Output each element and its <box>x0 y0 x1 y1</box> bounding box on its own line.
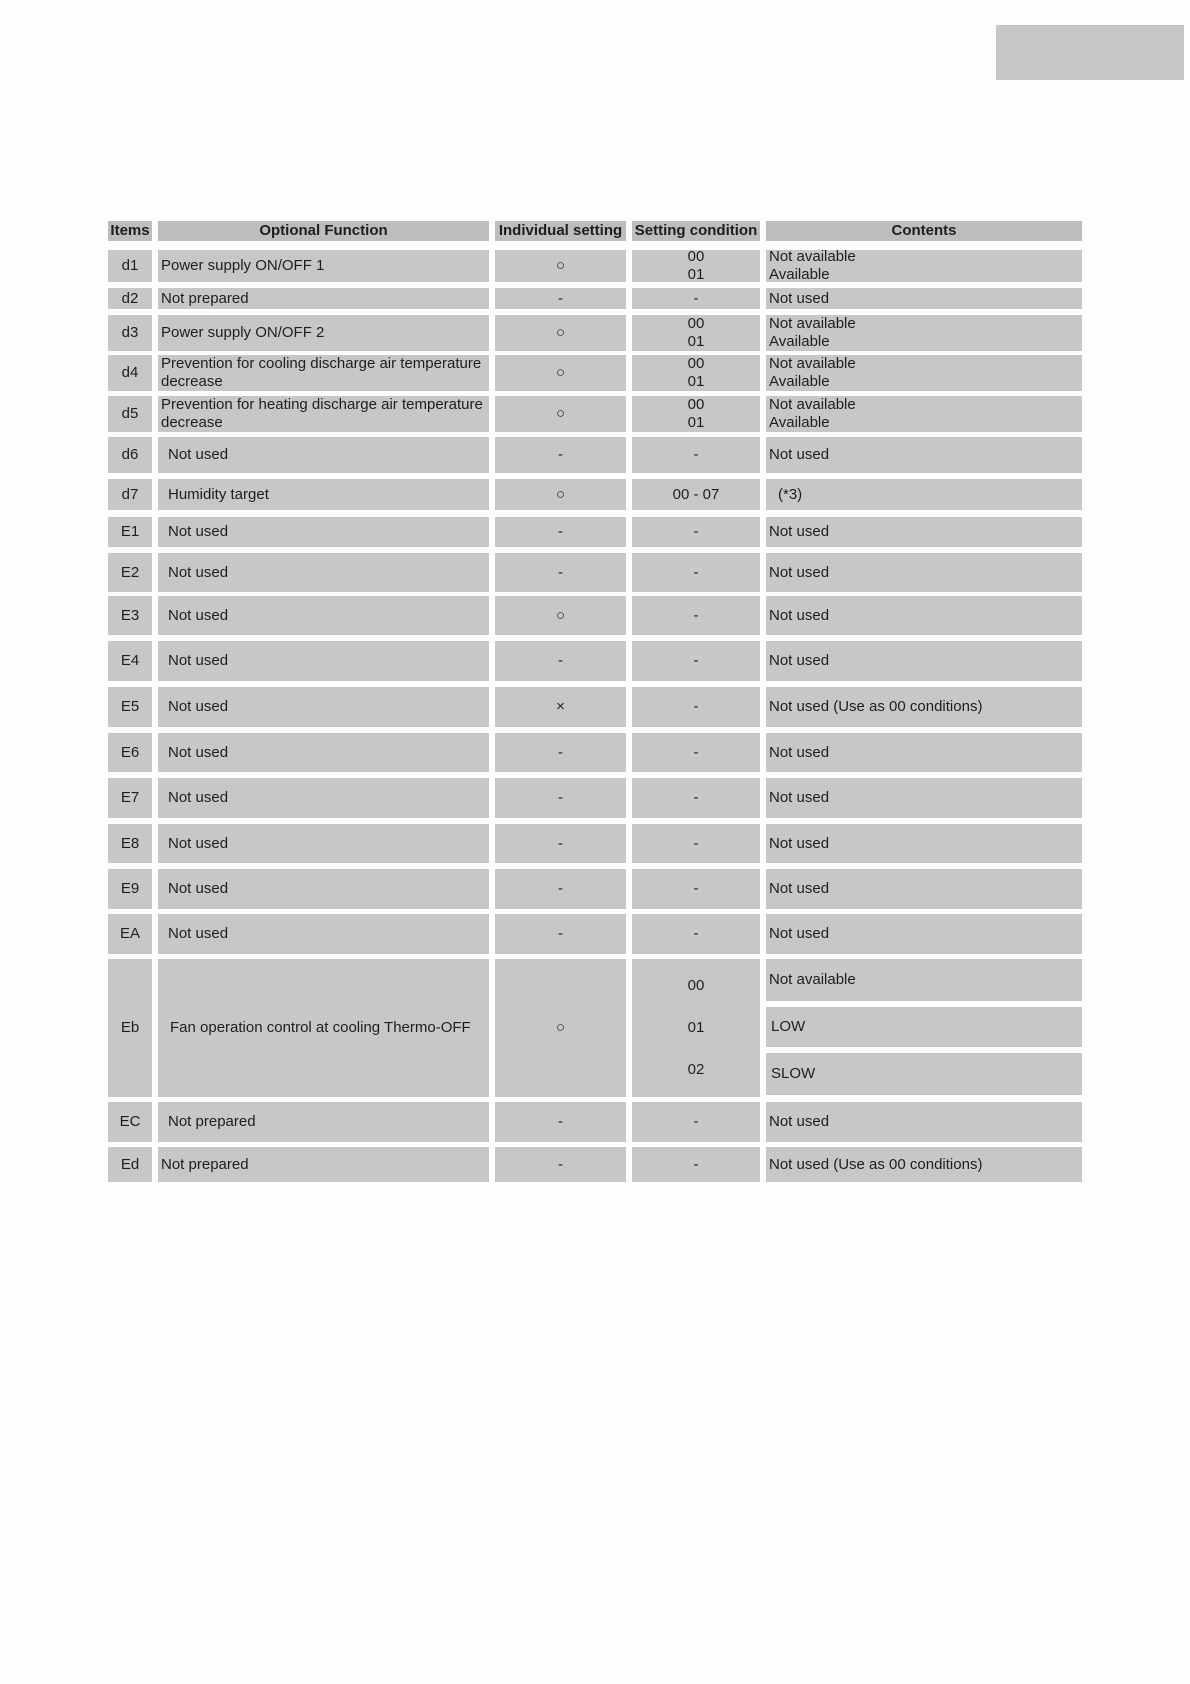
cell-text: Not available <box>769 396 856 413</box>
contents-cell <box>766 250 1082 282</box>
cell-text: ○ <box>555 1019 566 1036</box>
optional-function-cell <box>158 596 489 635</box>
column-header-label: Items <box>110 222 150 239</box>
cell-text: - <box>558 789 563 806</box>
item-code-cell <box>108 824 152 863</box>
contents-cell <box>766 355 1082 391</box>
individual-setting-cell <box>495 288 626 309</box>
cell-text: Humidity target <box>168 485 269 503</box>
cell-text: - <box>558 563 563 581</box>
individual-setting-cell <box>495 396 626 432</box>
contents-cell <box>766 288 1082 309</box>
cell-text: 01 <box>687 1019 705 1036</box>
individual-setting-cell <box>495 914 626 954</box>
cell-text: Not available <box>769 971 856 988</box>
cell-text: - <box>693 743 699 761</box>
individual-setting-cell <box>495 355 626 391</box>
cell-text: SLOW <box>771 1065 816 1082</box>
cell-text: d2 <box>121 289 139 307</box>
cell-text: 00 - 07 <box>672 485 720 503</box>
contents-cell <box>766 869 1082 909</box>
setting-condition-cell <box>632 437 760 473</box>
contents-cell <box>766 959 1082 1001</box>
cell-text: - <box>693 789 699 806</box>
setting-condition-cell <box>632 733 760 772</box>
individual-setting-cell <box>495 553 626 592</box>
cell-text: 00 <box>687 355 705 372</box>
cell-text: Available <box>769 333 830 350</box>
item-code-cell <box>108 396 152 432</box>
column-header-optional-function <box>158 221 489 241</box>
cell-text: Not used <box>769 1113 830 1130</box>
cell-text: Not available <box>769 315 856 332</box>
cell-text: - <box>558 880 563 897</box>
optional-function-cell <box>158 1147 489 1182</box>
individual-setting-cell <box>495 733 626 772</box>
cell-text: 02 <box>687 1061 705 1078</box>
contents-cell <box>766 687 1082 727</box>
cell-text: ○ <box>555 324 566 341</box>
cell-text: Power supply ON/OFF 2 <box>161 324 325 341</box>
cell-text: EC <box>119 1113 141 1130</box>
optional-function-cell <box>158 733 489 772</box>
cell-text: Ed <box>120 1155 140 1173</box>
cell-text: Not used <box>168 880 229 897</box>
cell-text: Available <box>769 414 830 431</box>
optional-function-cell <box>158 479 489 510</box>
cell-text: Not used <box>168 834 229 852</box>
cell-text: d4 <box>121 364 139 381</box>
item-code-cell <box>108 288 152 309</box>
cell-text: E3 <box>120 606 140 624</box>
cell-text: ○ <box>555 485 566 503</box>
contents-cell <box>766 733 1082 772</box>
cell-text: Not used <box>769 789 830 806</box>
cell-text: - <box>693 289 699 307</box>
column-header-contents <box>766 221 1082 241</box>
cell-text: - <box>693 1155 699 1173</box>
cell-text: Not prepared <box>161 1155 249 1173</box>
cell-text: - <box>693 563 699 581</box>
cell-text: Not used <box>168 925 229 942</box>
cell-text: Not used <box>168 606 229 624</box>
cell-text: 01 <box>687 266 705 282</box>
cell-text: Not used <box>168 652 229 669</box>
setting-condition-cell <box>632 959 760 1097</box>
individual-setting-cell <box>495 641 626 681</box>
contents-cell <box>766 1102 1082 1142</box>
column-header-label: Optional Function <box>259 222 388 239</box>
item-code-cell <box>108 315 152 351</box>
cell-text: E7 <box>120 789 140 806</box>
setting-condition-cell <box>632 824 760 863</box>
cell-text: - <box>558 1155 563 1173</box>
setting-condition-cell <box>632 596 760 635</box>
optional-function-cell <box>158 437 489 473</box>
column-header-item-code <box>108 221 152 241</box>
cell-text: E5 <box>120 698 140 715</box>
cell-text: - <box>693 652 699 669</box>
cell-text: (*3) <box>778 485 803 503</box>
contents-cell <box>766 914 1082 954</box>
cell-text: - <box>693 446 699 463</box>
cell-text: - <box>558 289 563 307</box>
optional-function-cell <box>158 553 489 592</box>
optional-function-cell <box>158 824 489 863</box>
contents-cell <box>766 1007 1082 1047</box>
optional-function-cell <box>158 355 489 391</box>
cell-text: d7 <box>121 485 139 503</box>
individual-setting-cell <box>495 869 626 909</box>
cell-text: Available <box>769 373 830 390</box>
setting-condition-cell <box>632 869 760 909</box>
setting-condition-cell <box>632 517 760 547</box>
item-code-cell <box>108 553 152 592</box>
setting-condition-cell <box>632 479 760 510</box>
item-code-cell <box>108 250 152 282</box>
contents-cell <box>766 479 1082 510</box>
item-code-cell <box>108 479 152 510</box>
cell-text: Not used <box>769 606 830 624</box>
contents-cell <box>766 1053 1082 1095</box>
cell-text: d3 <box>121 324 139 341</box>
contents-cell <box>766 824 1082 863</box>
individual-setting-cell <box>495 479 626 510</box>
individual-setting-cell <box>495 778 626 818</box>
cell-text: Not used <box>769 289 830 307</box>
individual-setting-cell <box>495 517 626 547</box>
item-code-cell <box>108 959 152 1097</box>
cell-text: Not used <box>168 446 229 463</box>
cell-text: Available <box>769 266 830 282</box>
cell-text: ○ <box>555 257 566 274</box>
contents-cell <box>766 315 1082 351</box>
optional-function-cell <box>158 517 489 547</box>
setting-condition-cell <box>632 1147 760 1182</box>
cell-text: 01 <box>687 414 705 431</box>
item-code-cell <box>108 869 152 909</box>
individual-setting-cell <box>495 596 626 635</box>
setting-condition-cell <box>632 288 760 309</box>
column-header-label: Setting condition <box>634 222 758 239</box>
optional-function-cell <box>158 959 489 1097</box>
contents-cell <box>766 396 1082 432</box>
setting-condition-cell <box>632 396 760 432</box>
individual-setting-cell <box>495 959 626 1097</box>
item-code-cell <box>108 641 152 681</box>
cell-text: Not used <box>769 523 830 540</box>
optional-function-cell <box>158 1102 489 1142</box>
cell-text: Eb <box>120 1019 140 1036</box>
cell-text: Not available <box>769 355 856 372</box>
optional-function-cell <box>158 396 489 432</box>
column-header-label: Contents <box>891 222 957 239</box>
contents-cell <box>766 553 1082 592</box>
column-header-setting-condition <box>632 221 760 241</box>
item-code-cell <box>108 596 152 635</box>
individual-setting-cell <box>495 315 626 351</box>
column-header-individual-setting <box>495 221 626 241</box>
item-code-cell <box>108 437 152 473</box>
setting-condition-cell <box>632 914 760 954</box>
cell-text: decrease <box>161 373 223 390</box>
cell-text: 00 <box>687 315 705 332</box>
contents-cell <box>766 1147 1082 1182</box>
setting-condition-cell <box>632 250 760 282</box>
contents-cell <box>766 437 1082 473</box>
cell-text: 00 <box>687 396 705 413</box>
cell-text: E4 <box>120 652 140 669</box>
cell-text: ○ <box>555 405 566 422</box>
individual-setting-cell <box>495 437 626 473</box>
cell-text: Not used (Use as 00 conditions) <box>769 698 983 715</box>
contents-cell <box>766 778 1082 818</box>
cell-text: LOW <box>771 1018 806 1035</box>
cell-text: Not used <box>769 880 830 897</box>
optional-function-cell <box>158 288 489 309</box>
cell-text: d6 <box>121 446 139 463</box>
cell-text: EA <box>119 925 140 942</box>
cell-text: - <box>558 743 563 761</box>
individual-setting-cell <box>495 1147 626 1182</box>
contents-cell <box>766 517 1082 547</box>
cell-text: Not used <box>769 743 830 761</box>
cell-text: Not used <box>769 446 830 463</box>
individual-setting-cell <box>495 250 626 282</box>
cell-text: decrease <box>161 414 223 431</box>
individual-setting-cell <box>495 1102 626 1142</box>
item-code-cell <box>108 1102 152 1142</box>
cell-text: ○ <box>555 606 566 624</box>
cell-text: Not used <box>769 563 830 581</box>
item-code-cell <box>108 687 152 727</box>
cell-text: - <box>558 523 563 540</box>
cell-text: E8 <box>120 834 140 852</box>
cell-text: - <box>558 652 563 669</box>
cell-text: d5 <box>121 405 139 422</box>
cell-text: Not used <box>769 652 830 669</box>
cell-text: Not used <box>168 698 229 715</box>
cell-text: Not used (Use as 00 conditions) <box>769 1155 983 1173</box>
setting-condition-cell <box>632 687 760 727</box>
cell-text: - <box>558 834 563 852</box>
cell-text: Not available <box>769 250 856 265</box>
contents-cell <box>766 641 1082 681</box>
cell-text: - <box>693 606 699 624</box>
cell-text: E2 <box>120 563 140 581</box>
item-code-cell <box>108 355 152 391</box>
cell-text: Not used <box>168 523 229 540</box>
item-code-cell <box>108 914 152 954</box>
contents-cell <box>766 596 1082 635</box>
optional-function-cell <box>158 869 489 909</box>
cell-text: - <box>693 1113 699 1130</box>
cell-text: Not used <box>769 834 830 852</box>
cell-text: Not prepared <box>161 289 249 307</box>
item-code-cell <box>108 733 152 772</box>
cell-text: E1 <box>120 523 140 540</box>
cell-text: Not used <box>168 743 229 761</box>
optional-function-cell <box>158 250 489 282</box>
optional-function-cell <box>158 315 489 351</box>
cell-text: - <box>558 925 563 942</box>
setting-condition-cell <box>632 778 760 818</box>
cell-text: Fan operation control at cooling Thermo-OFF <box>170 1019 471 1036</box>
cell-text: 01 <box>687 333 705 350</box>
cell-text: - <box>693 834 699 852</box>
cell-text: E6 <box>120 743 140 761</box>
cell-text: 01 <box>687 373 705 390</box>
setting-condition-cell <box>632 641 760 681</box>
cell-text: Prevention for cooling discharge air temperature <box>161 355 482 372</box>
optional-function-cell <box>158 914 489 954</box>
cell-text: - <box>693 925 699 942</box>
item-code-cell <box>108 517 152 547</box>
cell-text: 00 <box>687 250 705 265</box>
individual-setting-cell <box>495 687 626 727</box>
cell-text: 00 <box>687 977 705 994</box>
cell-text: × <box>556 698 565 715</box>
cell-text: Prevention for heating discharge air temperature <box>161 396 483 413</box>
item-code-cell <box>108 1147 152 1182</box>
optional-function-cell <box>158 687 489 727</box>
setting-condition-cell <box>632 1102 760 1142</box>
cell-text: - <box>693 880 699 897</box>
optional-function-cell <box>158 641 489 681</box>
setting-condition-cell <box>632 553 760 592</box>
setting-condition-cell <box>632 315 760 351</box>
cell-text: - <box>558 1113 563 1130</box>
cell-text: - <box>558 446 563 463</box>
column-header-label: Individual setting <box>498 222 623 239</box>
setting-condition-cell <box>632 355 760 391</box>
cell-text: ○ <box>555 364 566 381</box>
cell-text: - <box>693 523 699 540</box>
cell-text: E9 <box>120 880 140 897</box>
cell-text: Not used <box>168 563 229 581</box>
optional-function-cell <box>158 778 489 818</box>
cell-text: Not used <box>769 925 830 942</box>
cell-text: d1 <box>121 257 139 274</box>
cell-text: Not prepared <box>168 1113 256 1130</box>
item-code-cell <box>108 778 152 818</box>
cell-text: Not used <box>168 789 229 806</box>
cell-text: Power supply ON/OFF 1 <box>161 257 325 274</box>
individual-setting-cell <box>495 824 626 863</box>
cell-text: - <box>693 698 699 715</box>
